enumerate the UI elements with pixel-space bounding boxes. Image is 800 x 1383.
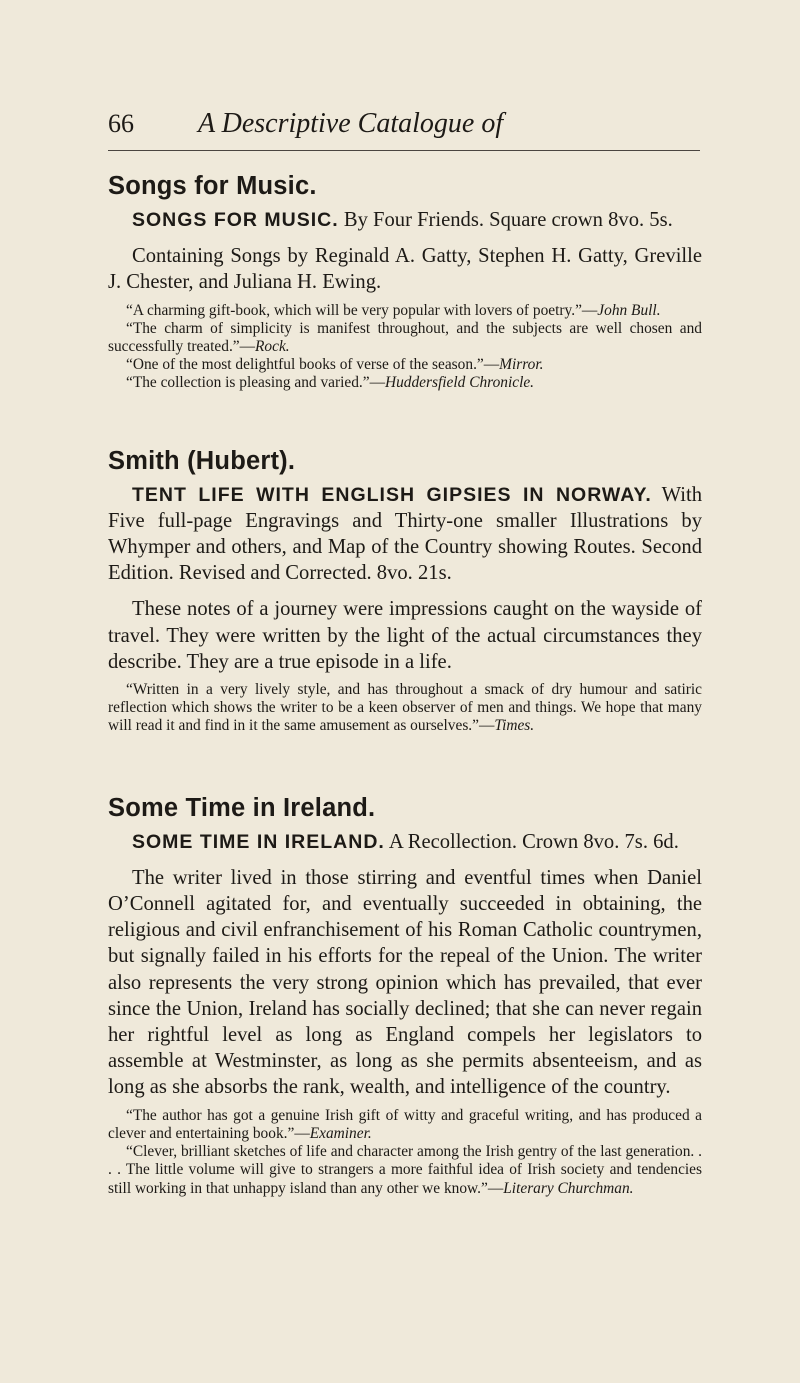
- book-details: With Five full-page Engravings and Thirty-one smaller Illustrations by Whymper and others, and Map of the Country showing Routes. Second Edition. Revised and Corrected. 8vo. 21s.: [108, 483, 702, 585]
- section-smith-hubert: [108, 447, 702, 736]
- review-list: [108, 681, 702, 736]
- review-quote: [108, 320, 702, 356]
- review-source: John Bull.: [597, 301, 661, 319]
- section-some-time-in-ireland: [108, 794, 702, 1198]
- page-header: [108, 108, 700, 140]
- review-source: Times.: [494, 717, 535, 735]
- section-heading: Smith (Hubert).: [108, 446, 296, 475]
- review-quote: [108, 374, 702, 392]
- review-quote: [108, 681, 702, 736]
- page-body: [108, 160, 702, 1198]
- section-songs-for-music: [108, 172, 702, 393]
- book-description: Containing Songs by Reginald A. Gatty, Stephen H. Gatty, Greville J. Chester, and Juliana H. Ewing.: [108, 245, 702, 294]
- review-text: “The collection is pleasing and varied.”—: [126, 374, 385, 392]
- review-source: Mirror.: [499, 356, 544, 374]
- book-details: A Recollection. Crown 8vo. 7s. 6d.: [388, 830, 679, 853]
- book-details: By Four Friends. Square crown 8vo. 5s.: [343, 209, 673, 231]
- book-description: These notes of a journey were impressions caught on the wayside of travel. They were written by the light of the actual circumstances they describe. They are a true episode in a life.: [108, 598, 702, 673]
- book-entry: [108, 207, 702, 233]
- review-source: Examiner.: [309, 1124, 372, 1142]
- review-text: “Written in a very lively style, and has throughout a smack of dry humour and satiric reflection which shows the writer to be a keen observer of men and things. We hope that many will read it and find in it the same amusement as ourselves.”—: [108, 681, 702, 735]
- review-source: Huddersfield Chronicle.: [384, 374, 535, 392]
- review-text: “The charm of simplicity is manifest throughout, and the subjects are well chosen and successfully treated.”—: [108, 319, 702, 356]
- review-quote: [108, 356, 702, 374]
- book-entry: [108, 482, 702, 587]
- book-entry: [108, 829, 702, 855]
- review-text: “The author has got a genuine Irish gift of witty and graceful writing, and has produced a clever and entertaining book.”—: [108, 1106, 702, 1142]
- review-list: [108, 1107, 702, 1198]
- book-title: SOME TIME IN IRELAND.: [132, 830, 385, 853]
- review-text: “One of the most delightful books of verse of the season.”—: [126, 356, 500, 374]
- review-text: “A charming gift-book, which will be very popular with lovers of poetry.”—: [126, 301, 598, 319]
- review-quote: [108, 1143, 702, 1198]
- review-quote: [108, 302, 702, 320]
- review-source: Rock.: [255, 338, 290, 356]
- review-text: “Clever, brilliant sketches of life and character among the Irish gentry of the last generation. . . . The little volume will give to strangers a more faithful idea of Irish society and tendencies still working in that unhappy island than any other we know.”—: [108, 1143, 702, 1197]
- book-title: SONGS FOR MUSIC.: [132, 209, 339, 231]
- book-title: TENT LIFE WITH ENGLISH GIPSIES IN NORWAY.: [132, 483, 652, 506]
- book-description: The writer lived in those stirring and eventful times when Daniel O’Connell agitated for, and eventually succeeded in obtaining, the religious and civil enfranchisement of his Roman Catholic countrymen, but signally failed in his efforts for the repeal of the Union. The writer also represents the very strong opinion which has prevailed, that ever since the Union, Ireland has socially declined; that she can never regain her rightful level as long as England compels her legislators to assemble at Westminster, as long as she permits absenteeism, and as long as she absorbs the rank, wealth, and intelligence of the country.: [108, 866, 702, 1099]
- review-source: Literary Churchman.: [503, 1179, 634, 1197]
- section-heading: Songs for Music.: [108, 172, 317, 200]
- review-list: [108, 302, 702, 393]
- header-rule: [108, 150, 700, 151]
- review-quote: [108, 1107, 702, 1143]
- section-heading: Some Time in Ireland.: [108, 793, 376, 822]
- page-number: 66: [108, 109, 134, 138]
- running-title: A Descriptive Catalogue of: [198, 108, 504, 139]
